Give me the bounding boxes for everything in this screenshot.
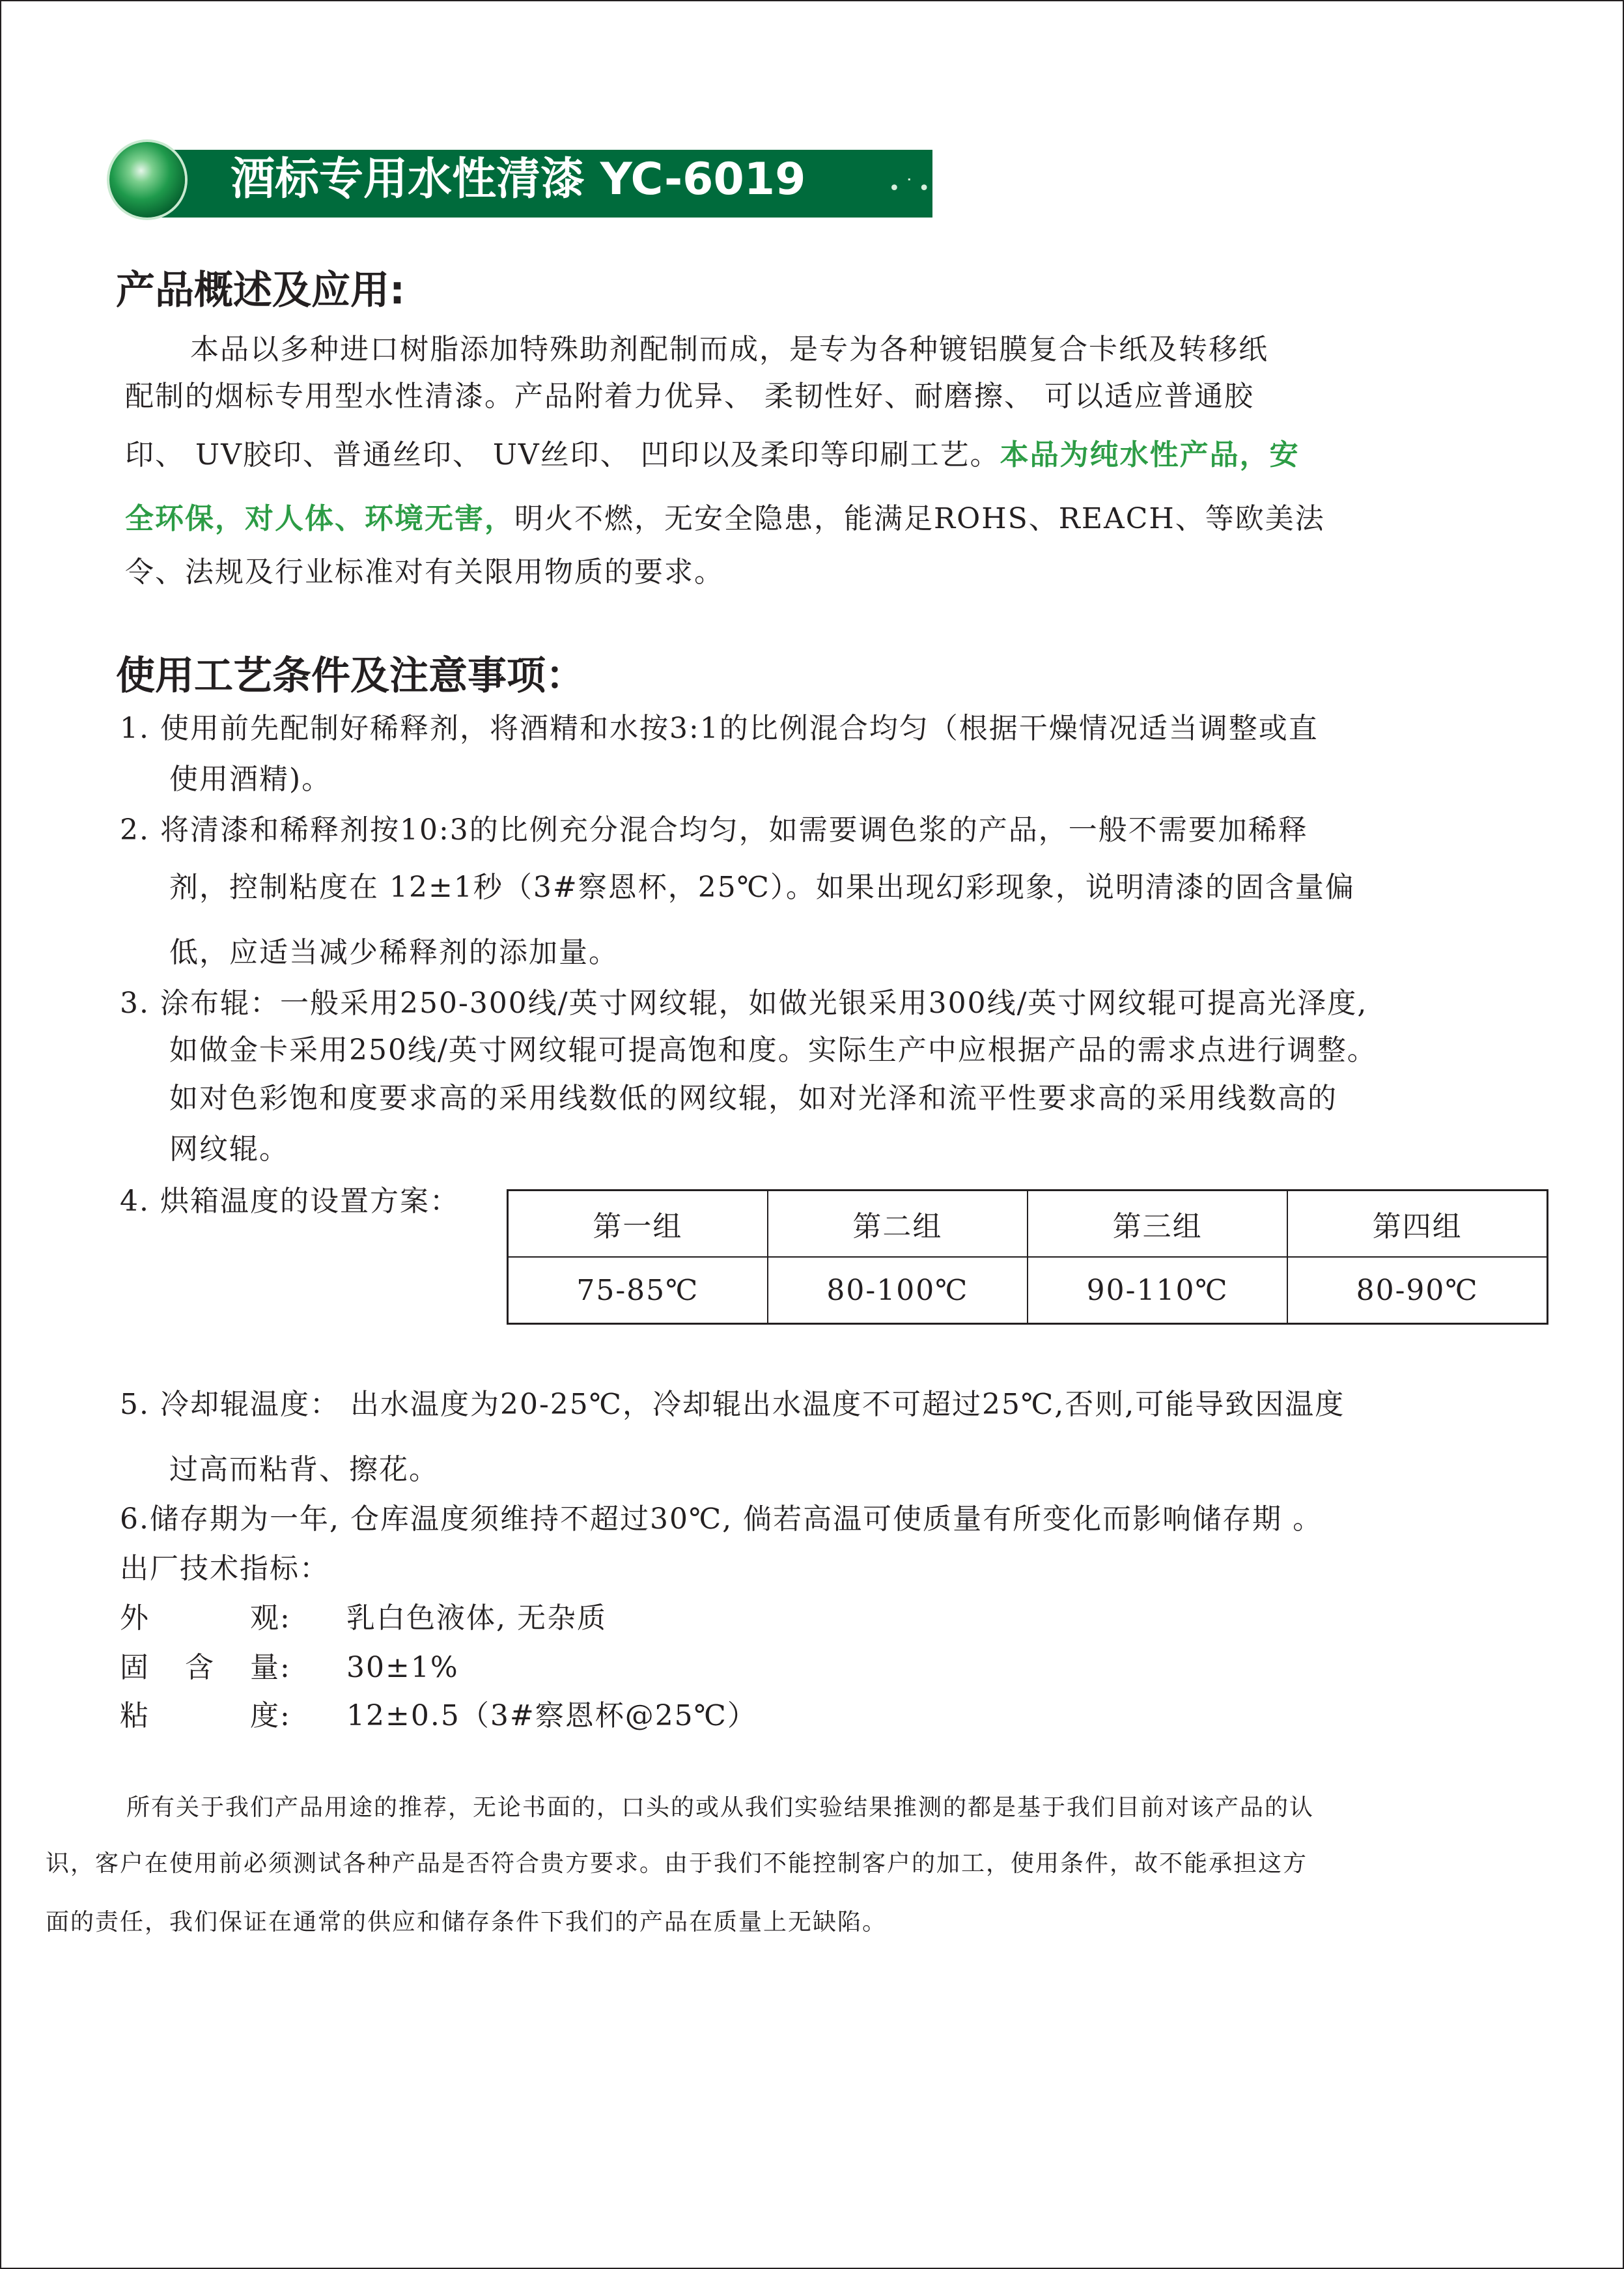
overview-line-2: 配制的烟标专用型水性清漆。产品附着力优异、 柔韧性好、耐磨擦、 可以适应普通胶 <box>125 380 1254 413</box>
page-title: 酒标专用水性清漆 YC-6019 <box>231 154 806 205</box>
green-drop-logo <box>109 142 185 218</box>
overview-highlight-1: 本品为纯水性产品，安 <box>1000 438 1300 472</box>
item5-line-1: 5. 冷却辊温度： 出水温度为20-25℃，冷却辊出水温度不可超过25℃,否则,可能导致因温度 <box>120 1388 1345 1421</box>
spec-label-char: 量: <box>250 1651 291 1684</box>
disclaimer-line-1: 所有关于我们产品用途的推荐，无论书面的，口头的或从我们实验结果推测的都是基于我们目前对该产品的认 <box>126 1794 1315 1821</box>
spec-label-char: 外 <box>120 1601 150 1635</box>
disclaimer-line-3: 面的责任，我们保证在通常的供应和储存条件下我们的产品在质量上无缺陷。 <box>46 1909 888 1936</box>
disclaimer-line-2: 识，客户在使用前必须测试各种产品是否符合贵方要求。由于我们不能控制客户的加工，使用条件，故不能承担这方 <box>46 1850 1308 1877</box>
item2-line-1: 2. 将清漆和稀释剂按10:3的比例充分混合均匀，如需要调色浆的产品，一般不需要加稀释 <box>120 813 1308 847</box>
table-cell: 75-85℃ <box>508 1257 768 1324</box>
spec-label-char: 含 <box>185 1651 215 1684</box>
overview-line-5: 令、法规及行业标准对有关限用物质的要求。 <box>125 556 724 589</box>
spec-value: 12±0.5（3#察恩杯@25℃） <box>346 1699 757 1732</box>
table-header-cell: 第二组 <box>768 1191 1028 1258</box>
spec-label-char: 粘 <box>120 1699 150 1732</box>
item5-line-2: 过高而粘背、擦花。 <box>169 1453 439 1486</box>
table-header-cell: 第四组 <box>1287 1191 1547 1258</box>
overview-line-3 <box>125 436 1300 474</box>
overview-line-4 <box>125 500 1325 538</box>
item1-line-1: 1. 使用前先配制好稀释剂，将酒精和水按3:1的比例混合均匀（根据干燥情况适当调整或直 <box>120 712 1319 745</box>
sparkle-dots: ∙˙∙ <box>888 176 934 199</box>
item2-line-3: 低，应适当减少稀释剂的添加量。 <box>169 936 619 969</box>
item6-line: 6.储存期为一年, 仓库温度须维持不超过30℃, 倘若高温可使质量有所变化而影响储存期 。 <box>120 1502 1323 1536</box>
overview-line-3-text: 印、 UV胶印、普通丝印、 UV丝印、 凹印以及柔印等印刷工艺。 <box>125 438 1000 472</box>
spec-value: 30±1% <box>346 1651 459 1684</box>
overview-line-4-text: 明火不燃，无安全隐患，能满足ROHS、REACH、等欧美法 <box>514 502 1325 535</box>
item3-line-4: 网纹辊。 <box>169 1133 289 1166</box>
table-cell: 90-110℃ <box>1028 1257 1287 1324</box>
table-cell: 80-100℃ <box>768 1257 1028 1324</box>
spec-value: 乳白色液体, 无杂质 <box>346 1601 607 1635</box>
item4-label: 4. 烘箱温度的设置方案： <box>120 1185 460 1218</box>
spec-label-char: 观: <box>250 1601 291 1635</box>
overview-highlight-2: 全环保，对人体、环境无害， <box>125 502 514 535</box>
oven-temperature-table <box>507 1189 1548 1325</box>
spec-label-char: 度: <box>250 1699 291 1732</box>
item3-line-3: 如对色彩饱和度要求高的采用线数低的网纹辊，如对光泽和流平性要求高的采用线数高的 <box>169 1082 1337 1115</box>
overview-line-1: 本品以多种进口树脂添加特殊助剂配制而成，是专为各种镀铝膜复合卡纸及转移纸 <box>190 333 1268 366</box>
table-header-row <box>508 1191 1548 1258</box>
process-heading: 使用工艺条件及注意事项： <box>116 653 585 699</box>
overview-heading: 产品概述及应用: <box>116 268 405 313</box>
item3-line-2: 如做金卡采用250线/英寸网纹辊可提高饱和度。实际生产中应根据产品的需求点进行调整。 <box>169 1034 1377 1067</box>
item2-line-2: 剂，控制粘度在 12±1秒（3#察恩杯，25℃）。如果出现幻彩现象，说明清漆的固含量偏 <box>169 871 1355 904</box>
table-cell: 80-90℃ <box>1287 1257 1547 1324</box>
spec-label-char: 固 <box>120 1651 150 1684</box>
title-banner <box>109 142 932 218</box>
item3-line-1: 3. 涂布辊：一般采用250-300线/英寸网纹辊，如做光银采用300线/英寸网纹辊可提高光泽度, <box>120 987 1368 1020</box>
item1-line-2: 使用酒精)。 <box>169 763 332 796</box>
table-row <box>508 1257 1548 1324</box>
specs-heading: 出厂技术指标： <box>120 1552 329 1585</box>
table-header-cell: 第一组 <box>508 1191 768 1258</box>
table-header-cell: 第三组 <box>1028 1191 1287 1258</box>
